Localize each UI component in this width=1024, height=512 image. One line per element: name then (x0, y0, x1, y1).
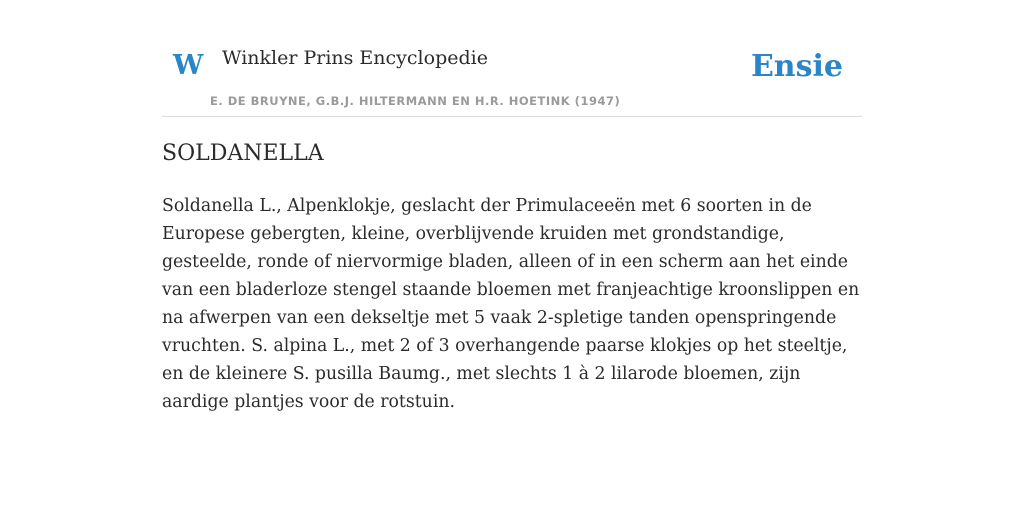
entry-headword: SOLDANELLA (162, 141, 324, 166)
entry-text: Soldanella L., Alpenklokje, geslacht der Primulaceeën met 6 soorten in de Europese gebergten, kleine, overblijvende kruiden met grondstandige, gesteelde, ronde of niervormige bladen, alleen of in een scherm aan het einde van een bladerloze stengel staande bloemen met franjeachtige kroonslippen en na afwerpen van een dekseltje met 5 vaak 2-spletige tanden openspringende vruchten. S. alpina L., met 2 of 3 overhangende paarse klokjes op het steeltje, en de kleinere S. pusilla Baumg., met slechts 1 à 2 lilarode bloemen, zijn aardige plantjes voor de rotstuin. (162, 196, 860, 412)
winkler-prins-logo-icon: W (173, 50, 204, 81)
publication-title[interactable]: Winkler Prins Encyclopedie (222, 47, 488, 69)
ensie-brand-logo[interactable]: Ensie (750, 49, 843, 84)
publication-authors: E. DE BRUYNE, G.B.J. HILTERMANN EN H.R. HOETINK (1947) (210, 94, 621, 108)
source-header (162, 38, 862, 117)
